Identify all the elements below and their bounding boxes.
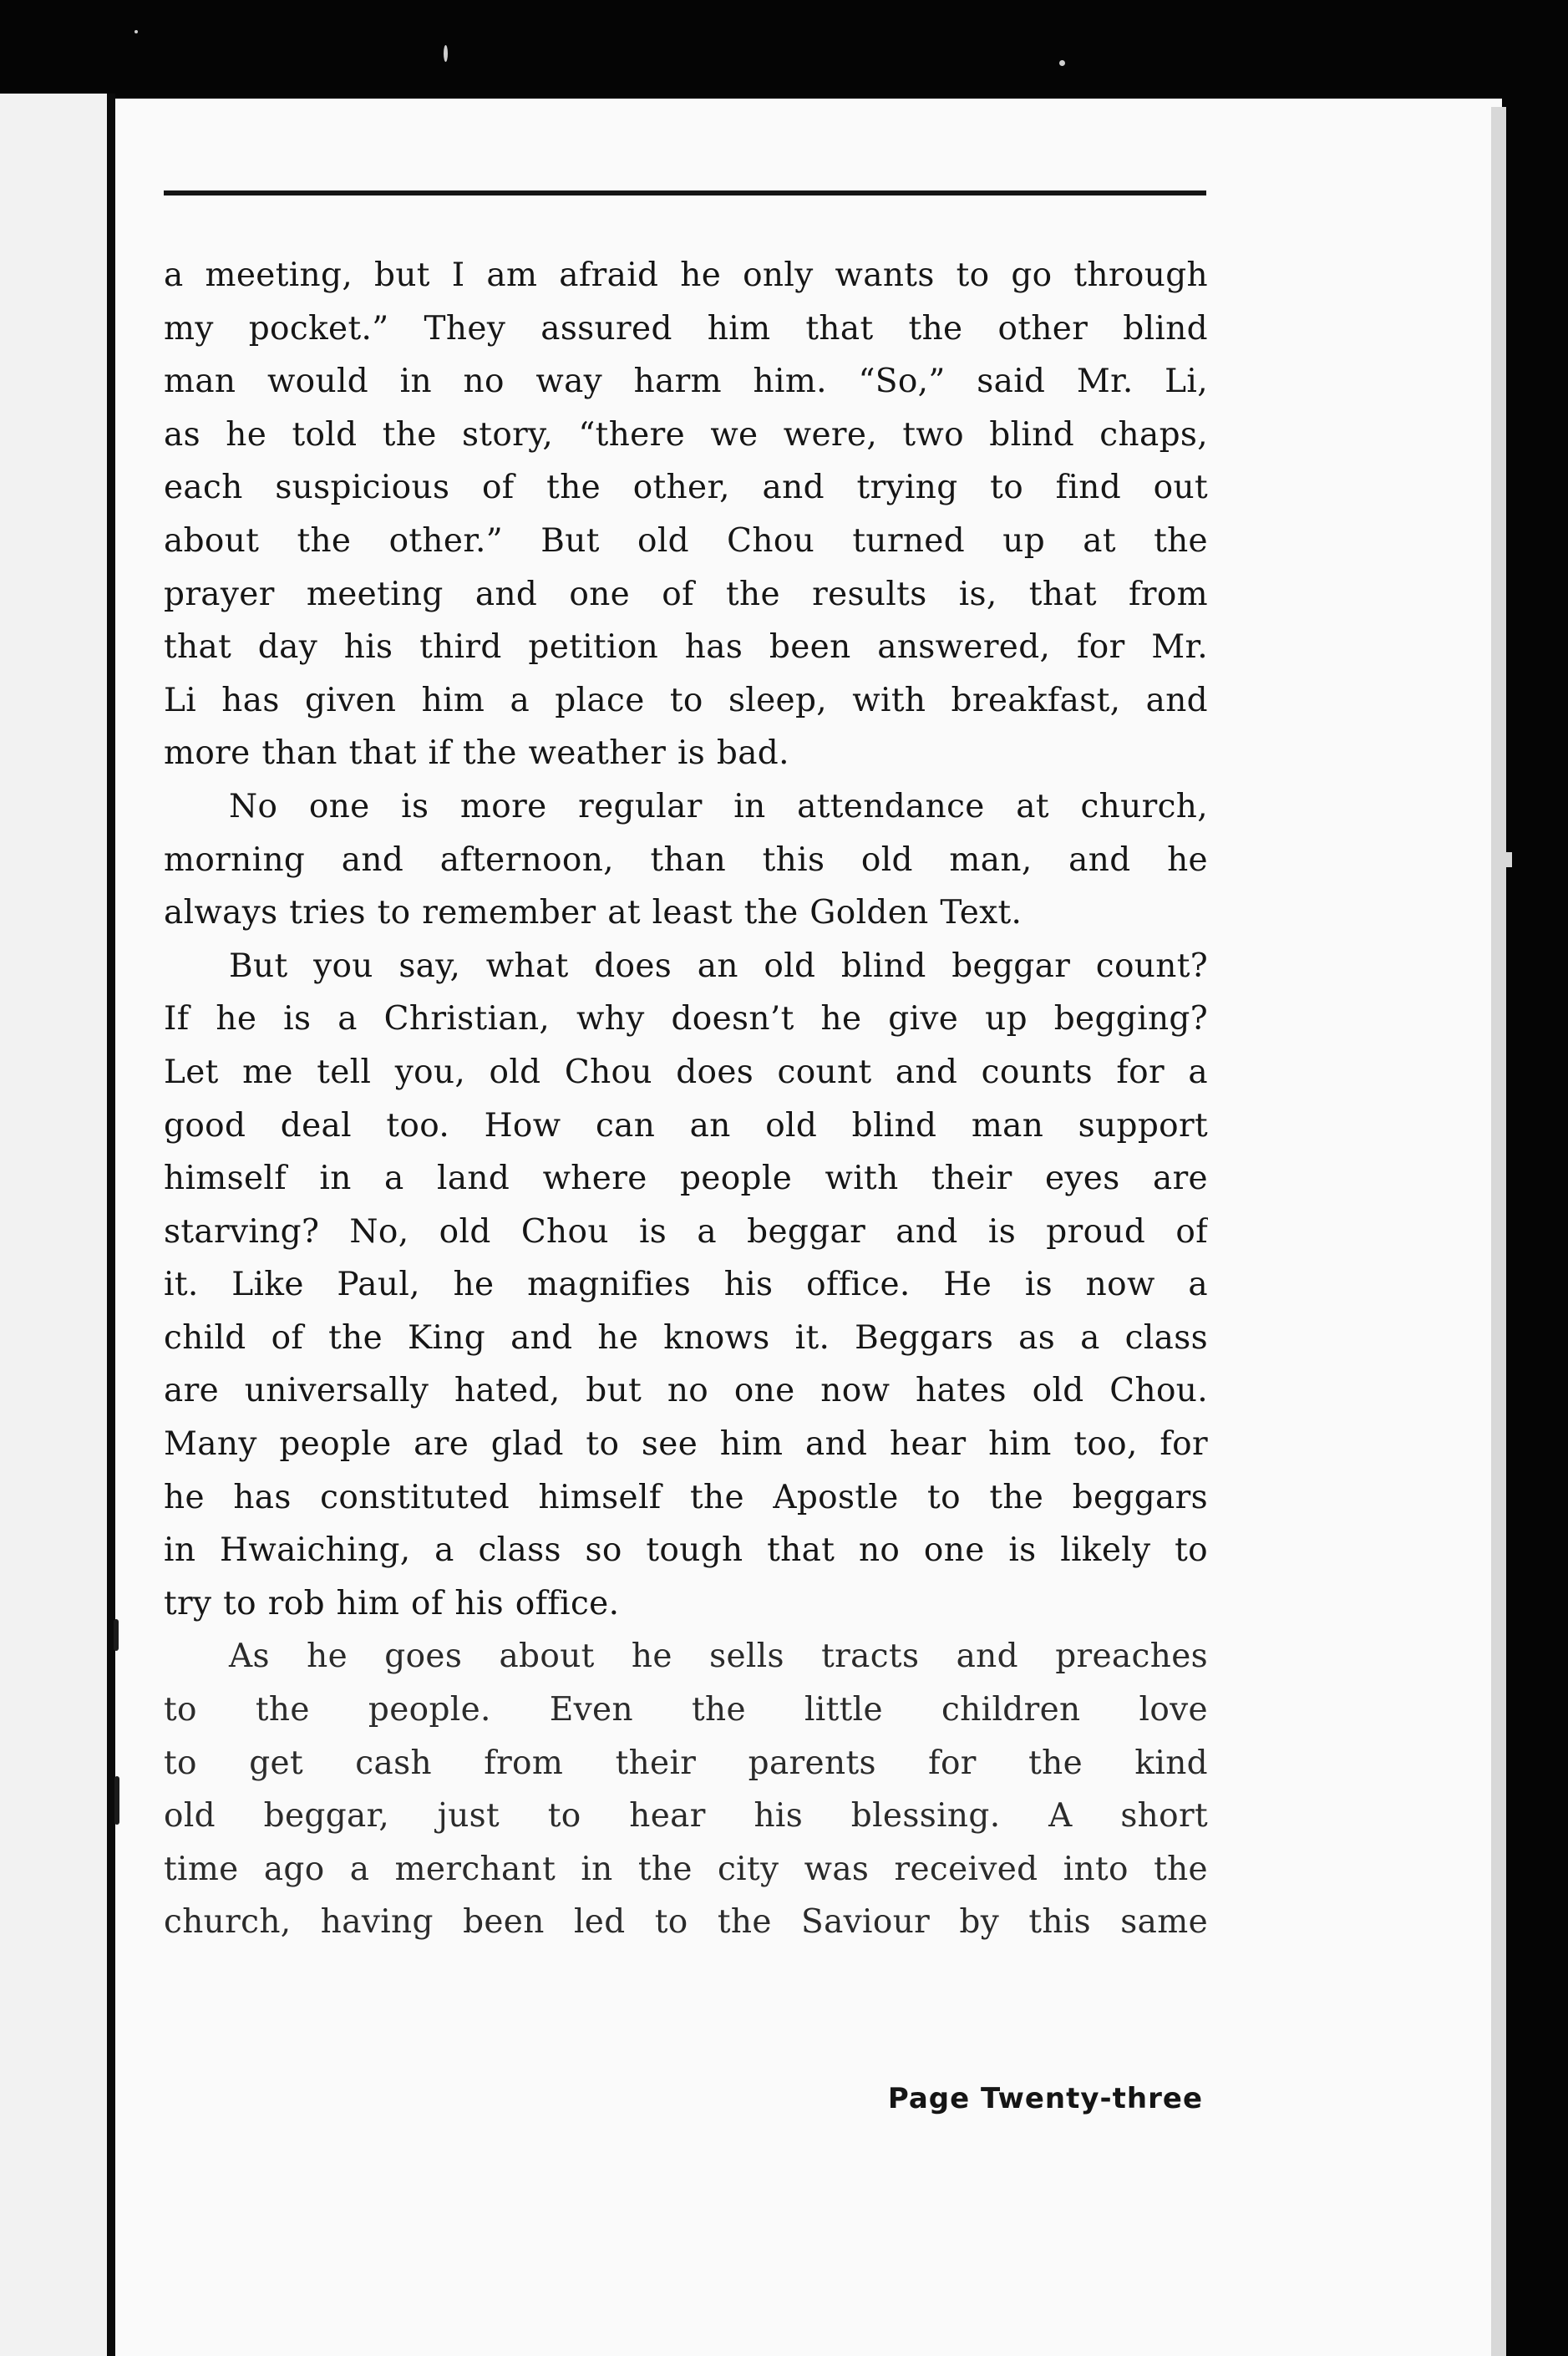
page-number: Page Twenty-three	[887, 2082, 1203, 2115]
text-line-7: prayer meeting and one of the results is, that from	[164, 575, 1208, 613]
text-line-27: As he goes about he sells tracts and preaches	[229, 1638, 1208, 1676]
book-fold-shadow	[107, 94, 115, 2356]
text-line-16: Let me tell you, old Chou does count and counts for a	[164, 1053, 1208, 1091]
page-edge-tick	[1502, 852, 1512, 867]
margin-mark	[114, 1776, 119, 1825]
text-line-30: old beggar, just to hear his blessing. A short	[164, 1797, 1208, 1836]
dust-speck	[444, 45, 448, 62]
dust-speck	[134, 30, 138, 33]
dust-speck	[1059, 60, 1065, 66]
text-line-6: about the other.” But old Chou turned up at the	[164, 521, 1208, 560]
text-line-17: good deal too. How can an old blind man support	[164, 1106, 1208, 1145]
previous-page-edge	[0, 94, 107, 2356]
margin-mark	[114, 1619, 119, 1651]
text-line-19: starving? No, old Chou is a beggar and is proud of	[164, 1212, 1208, 1251]
text-line-4: as he told the story, “there we were, two blind chaps,	[164, 415, 1208, 454]
text-line-23: Many people are glad to see him and hear him too, for	[164, 1425, 1208, 1464]
text-line-13: always tries to remember at least the Golden Text.	[164, 894, 1022, 932]
text-line-21: child of the King and he knows it. Beggars as a class	[164, 1318, 1208, 1357]
text-line-1: a meeting, but I am afraid he only wants to go through	[164, 256, 1208, 294]
header-rule	[164, 190, 1206, 195]
text-line-14: But you say, what does an old blind beggar count?	[229, 947, 1208, 985]
text-line-20: it. Like Paul, he magnifies his office. He is now a	[164, 1266, 1208, 1304]
text-line-2: my pocket.” They assured him that the other blind	[164, 309, 1208, 348]
text-line-31: time ago a merchant in the city was received into the	[164, 1850, 1208, 1888]
text-line-10: more than that if the weather is bad.	[164, 734, 789, 773]
text-line-12: morning and afternoon, than this old man, and he	[164, 840, 1208, 879]
text-line-11: No one is more regular in attendance at church,	[229, 787, 1208, 825]
text-line-22: are universally hated, but no one now hates old Chou.	[164, 1372, 1208, 1410]
text-line-9: Li has given him a place to sleep, with breakfast, and	[164, 681, 1208, 719]
text-line-3: man would in no way harm him. “So,” said Mr. Li,	[164, 363, 1208, 401]
text-line-32: church, having been led to the Saviour by this same	[164, 1903, 1208, 1942]
text-line-5: each suspicious of the other, and trying to find out	[164, 469, 1208, 507]
text-line-24: he has constituted himself the Apostle to the beggars	[164, 1478, 1208, 1516]
text-line-26: try to rob him of his office.	[164, 1584, 620, 1622]
text-line-18: himself in a land where people with their eyes are	[164, 1160, 1208, 1198]
body-text	[164, 249, 1208, 1949]
text-line-8: that day his third petition has been answered, for Mr.	[164, 628, 1208, 667]
text-line-28: to the people. Even the little children love	[164, 1691, 1208, 1729]
text-line-25: in Hwaiching, a class so tough that no one is likely to	[164, 1531, 1208, 1570]
text-line-15: If he is a Christian, why doesn’t he give up begging?	[164, 1000, 1208, 1038]
page-stack-edge	[1491, 107, 1506, 2356]
text-line-29: to get cash from their parents for the kind	[164, 1744, 1208, 1782]
